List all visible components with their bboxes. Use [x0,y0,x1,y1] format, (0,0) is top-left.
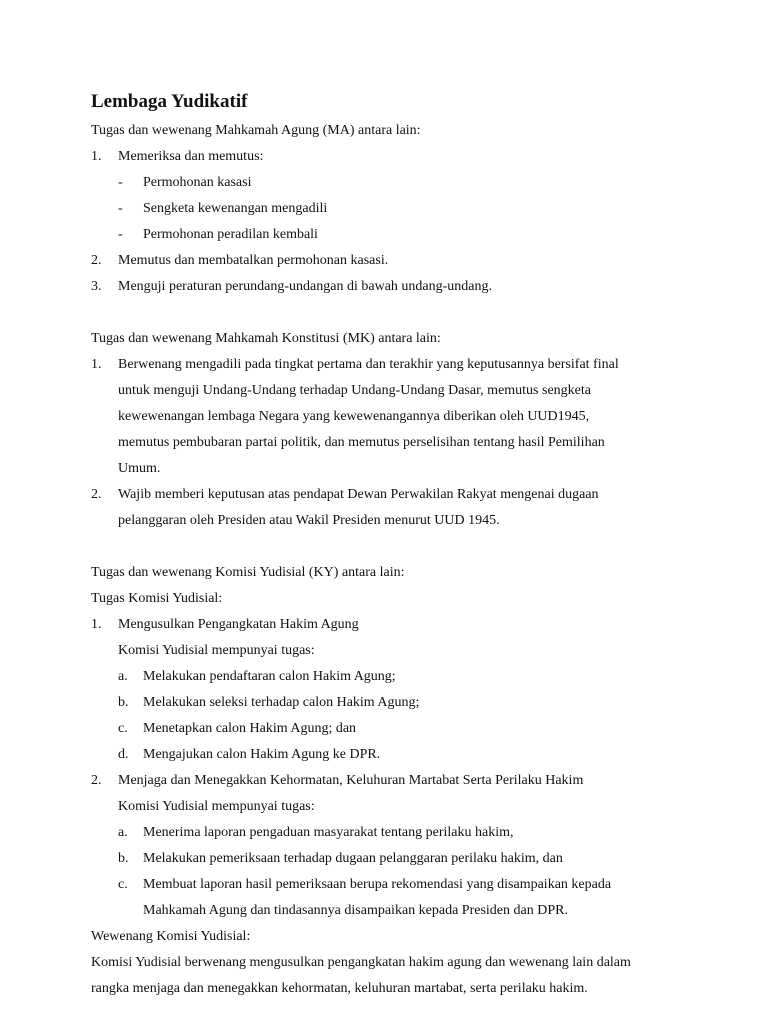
subitem-text: Melakukan seleksi terhadap calon Hakim Agung; [143,695,420,710]
list-number: 1. [91,617,102,632]
dash-bullet: - [118,175,123,190]
mk-item-2 [91,482,691,508]
subitem-text: Melakukan pendaftaran calon Hakim Agung; [143,669,396,684]
ky-item-1 [91,612,691,638]
letter-marker: b. [118,851,129,866]
paragraph-gap [91,300,691,326]
mk-item-1-cont: kewewenangan lembaga Negara yang kewewenangannya diberikan oleh UUD1945, [118,409,590,424]
ky-subitem [91,690,691,716]
list-item-text: Mengusulkan Pengangkatan Hakim Agung [118,617,359,632]
subitem-text: Menetapkan calon Hakim Agung; dan [143,721,357,736]
list-item-text: Berwenang mengadili pada tingkat pertama dan terakhir yang keputusannya bersifat final [118,357,619,372]
ma-subitem [91,196,691,222]
list-item-text: Memutus dan membatalkan permohonan kasasi. [118,253,389,268]
ky-subitem [91,846,691,872]
list-item-text: Menguji peraturan perundang-undangan di bawah undang-undang. [118,279,492,294]
dash-bullet: - [118,227,123,242]
mk-item-1 [91,352,691,378]
ky-subitem [91,742,691,768]
list-number: 2. [91,253,102,268]
mk-item-1-cont: untuk menguji Undang-Undang terhadap Undang-Undang Dasar, memutus sengketa [118,383,591,398]
subitem-text: Mengajukan calon Hakim Agung ke DPR. [143,747,381,762]
list-item-text: Wajib memberi keputusan atas pendapat Dewan Perwakilan Rakyat mengenai dugaan [118,487,599,502]
document-page [91,88,691,1002]
ma-item-1 [91,144,691,170]
subitem-text: Menerima laporan pengaduan masyarakat tentang perilaku hakim, [143,825,514,840]
dash-bullet: - [118,201,123,216]
ky-subitem [91,716,691,742]
mk-item-1-cont: Umum. [118,461,161,476]
ky-subitem [91,664,691,690]
subitem-text: Sengketa kewenangan mengadili [143,201,328,216]
list-item-text: Menjaga dan Menegakkan Kehormatan, Keluhuran Martabat Serta Perilaku Hakim [118,773,584,788]
list-number: 1. [91,149,102,164]
list-number: 3. [91,279,102,294]
letter-marker: d. [118,747,129,762]
list-item-text: Memeriksa dan memutus: [118,149,264,164]
subitem-text: Permohonan kasasi [143,175,252,190]
subitem-text: Membuat laporan hasil pemeriksaan berupa rekomendasi yang disampaikan kepada [143,877,612,892]
ky-subitem [91,820,691,846]
mk-intro: Tugas dan wewenang Mahkamah Konstitusi (MK) antara lain: [91,331,441,346]
letter-marker: a. [118,825,128,840]
ma-subitem [91,222,691,248]
subitem-text: Permohonan peradilan kembali [143,227,318,242]
page-title: Lembaga Yudikatif [91,91,248,112]
list-number: 2. [91,773,102,788]
ma-subitem [91,170,691,196]
mk-item-1-cont: memutus pembubaran partai politik, dan memutus perselisihan tentang hasil Pemilihan [118,435,605,450]
ky-wewenang-title: Wewenang Komisi Yudisial: [91,929,251,944]
mk-item-2-cont: pelanggaran oleh Presiden atau Wakil Presiden menurut UUD 1945. [118,513,500,528]
ky-wewenang-text: rangka menjaga dan menegakkan kehormatan, keluhuran martabat, serta perilaku hakim. [91,981,588,996]
ky-item-1-subintro: Komisi Yudisial mempunyai tugas: [118,643,315,658]
letter-marker: c. [118,721,128,736]
paragraph-gap [91,534,691,560]
ky-subtitle: Tugas Komisi Yudisial: [91,591,223,606]
subitem-text: Melakukan pemeriksaan terhadap dugaan pelanggaran perilaku hakim, dan [143,851,563,866]
list-number: 1. [91,357,102,372]
list-number: 2. [91,487,102,502]
ky-subitem-cont: Mahkamah Agung dan tindasannya disampaikan kepada Presiden dan DPR. [143,903,568,918]
letter-marker: c. [118,877,128,892]
ma-intro: Tugas dan wewenang Mahkamah Agung (MA) antara lain: [91,123,421,138]
ky-item-2 [91,768,691,794]
ma-item-3 [91,274,691,300]
ky-subitem [91,872,691,898]
ma-item-2 [91,248,691,274]
ky-item-2-subintro: Komisi Yudisial mempunyai tugas: [118,799,315,814]
letter-marker: b. [118,695,129,710]
ky-intro: Tugas dan wewenang Komisi Yudisial (KY) antara lain: [91,565,405,580]
ky-wewenang-text: Komisi Yudisial berwenang mengusulkan pengangkatan hakim agung dan wewenang lain dalam [91,955,631,970]
letter-marker: a. [118,669,128,684]
